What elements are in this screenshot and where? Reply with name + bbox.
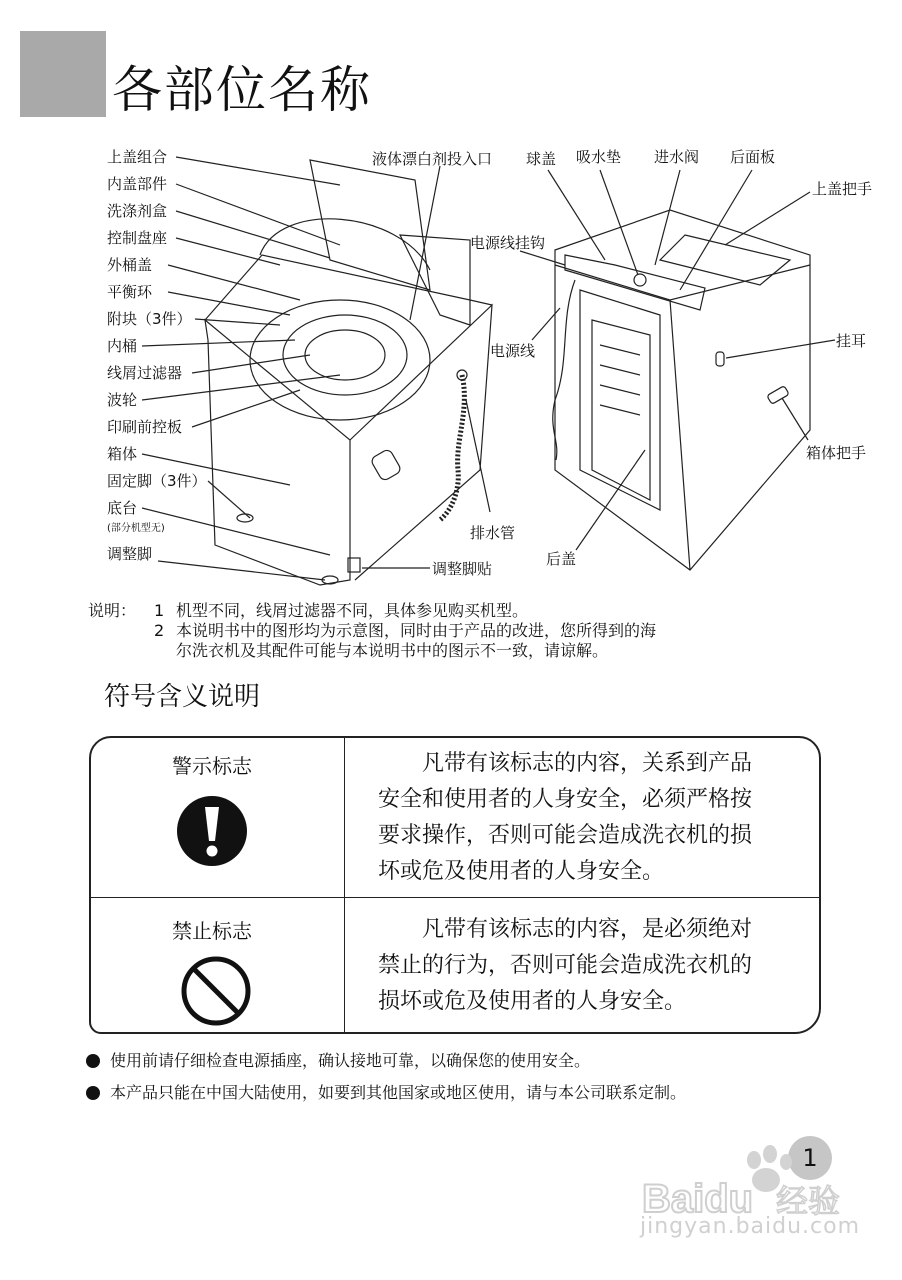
label-cabinet: 箱体: [107, 445, 138, 463]
label-power-cord: 电源线: [490, 342, 536, 360]
label-back-cover: 后盖: [546, 550, 577, 568]
bullet-dot-icon: [86, 1086, 100, 1100]
watermark-url: jingyan.baidu.com: [640, 1214, 861, 1239]
label-lid-handle: 上盖把手: [812, 180, 873, 198]
label-inner-lid: 内盖部件: [107, 175, 168, 193]
table-divider: [89, 897, 821, 898]
section-title-symbols: 符号含义说明: [104, 682, 261, 712]
note-number: 2: [154, 621, 165, 640]
label-rear-panel: 后面板: [730, 148, 776, 166]
watermark-brand-cn: 经验: [776, 1182, 841, 1220]
label-drain-hose: 排水管: [470, 524, 516, 542]
prohibition-icon: [180, 955, 252, 1027]
table-divider: [344, 736, 345, 1034]
note-text: 尔洗衣机及其配件可能与本说明书中的图示不一致，请谅解。: [176, 641, 609, 660]
page-title: 各部位名称: [112, 61, 372, 119]
prohibit-line: 损坏或危及使用者的人身安全。: [378, 989, 687, 1014]
label-outer-tub-cover: 外桶盖: [107, 256, 153, 274]
label-lug: 挂耳: [836, 332, 867, 350]
note-number: 1: [154, 601, 165, 620]
label-absorbent-pad: 吸水垫: [576, 148, 622, 166]
warning-line: 凡带有该标志的内容，关系到产品: [422, 751, 753, 776]
prohibit-symbol-name: 禁止标志: [172, 919, 252, 943]
note-text: 本说明书中的图形均为示意图，同时由于产品的改进，您所得到的海: [176, 621, 657, 640]
warning-line: 要求操作，否则可能会造成洗衣机的损: [378, 823, 753, 848]
prohibit-line: 凡带有该标志的内容，是必须绝对: [422, 917, 753, 942]
warning-description: [378, 746, 798, 890]
note-text: 机型不同，线屑过滤器不同，具体参见购买机型。: [176, 601, 529, 620]
label-foot-pad: 调整脚贴: [432, 560, 493, 578]
bullet-item: [86, 1048, 750, 1074]
label-fixed-feet: 固定脚（3件）: [107, 472, 207, 490]
label-inlet-valve: 进水阀: [654, 148, 700, 166]
header-gray-block: [20, 31, 106, 117]
label-detergent-box: 洗涤剂盒: [107, 202, 168, 220]
bullet-text: 本产品只能在中国大陆使用，如要到其他国家或地区使用，请与本公司联系定制。: [110, 1083, 687, 1102]
label-base: 底台: [107, 499, 138, 517]
warning-line: 坏或危及使用者的人身安全。: [378, 859, 665, 884]
label-base-note: (部分机型无): [107, 523, 165, 534]
safety-bullets: [86, 1048, 750, 1106]
label-control-seat: 控制盘座: [107, 229, 168, 247]
label-lid-assembly: 上盖组合: [107, 148, 168, 166]
bullet-dot-icon: [86, 1054, 100, 1068]
label-power-hook: 电源线挂钩: [470, 234, 546, 252]
bullet-text: 使用前请仔细检查电源插座，确认接地可靠，以确保您的使用安全。: [110, 1051, 591, 1070]
label-bleach-inlet: 液体漂白剂投入口: [372, 150, 493, 168]
label-accessories: 附块（3件）: [107, 310, 192, 328]
label-cabinet-handle: 箱体把手: [806, 444, 867, 462]
label-ball-cover: 球盖: [526, 150, 557, 168]
label-front-panel: 印刷前控板: [107, 418, 183, 436]
warning-line: 安全和使用者的人身安全，必须严格按: [378, 787, 753, 812]
parts-diagram: [0, 140, 902, 590]
notes-prefix: 说明：: [88, 601, 137, 620]
watermark-logo: [636, 1140, 856, 1260]
bullet-item: [86, 1080, 710, 1106]
warning-symbol-name: 警示标志: [172, 754, 252, 778]
label-lint-filter: 线屑过滤器: [107, 364, 183, 382]
prohibit-description: [378, 912, 798, 1020]
prohibit-line: 禁止的行为，否则可能会造成洗衣机的: [378, 953, 753, 978]
label-adjust-foot: 调整脚: [107, 545, 153, 563]
page-number: 1: [788, 1136, 832, 1180]
exclamation-icon: [176, 795, 248, 867]
label-balance-ring: 平衡环: [107, 283, 153, 301]
watermark-brand: Baidu: [642, 1177, 754, 1221]
label-pulsator: 波轮: [107, 391, 138, 409]
label-inner-tub: 内桶: [107, 337, 138, 355]
